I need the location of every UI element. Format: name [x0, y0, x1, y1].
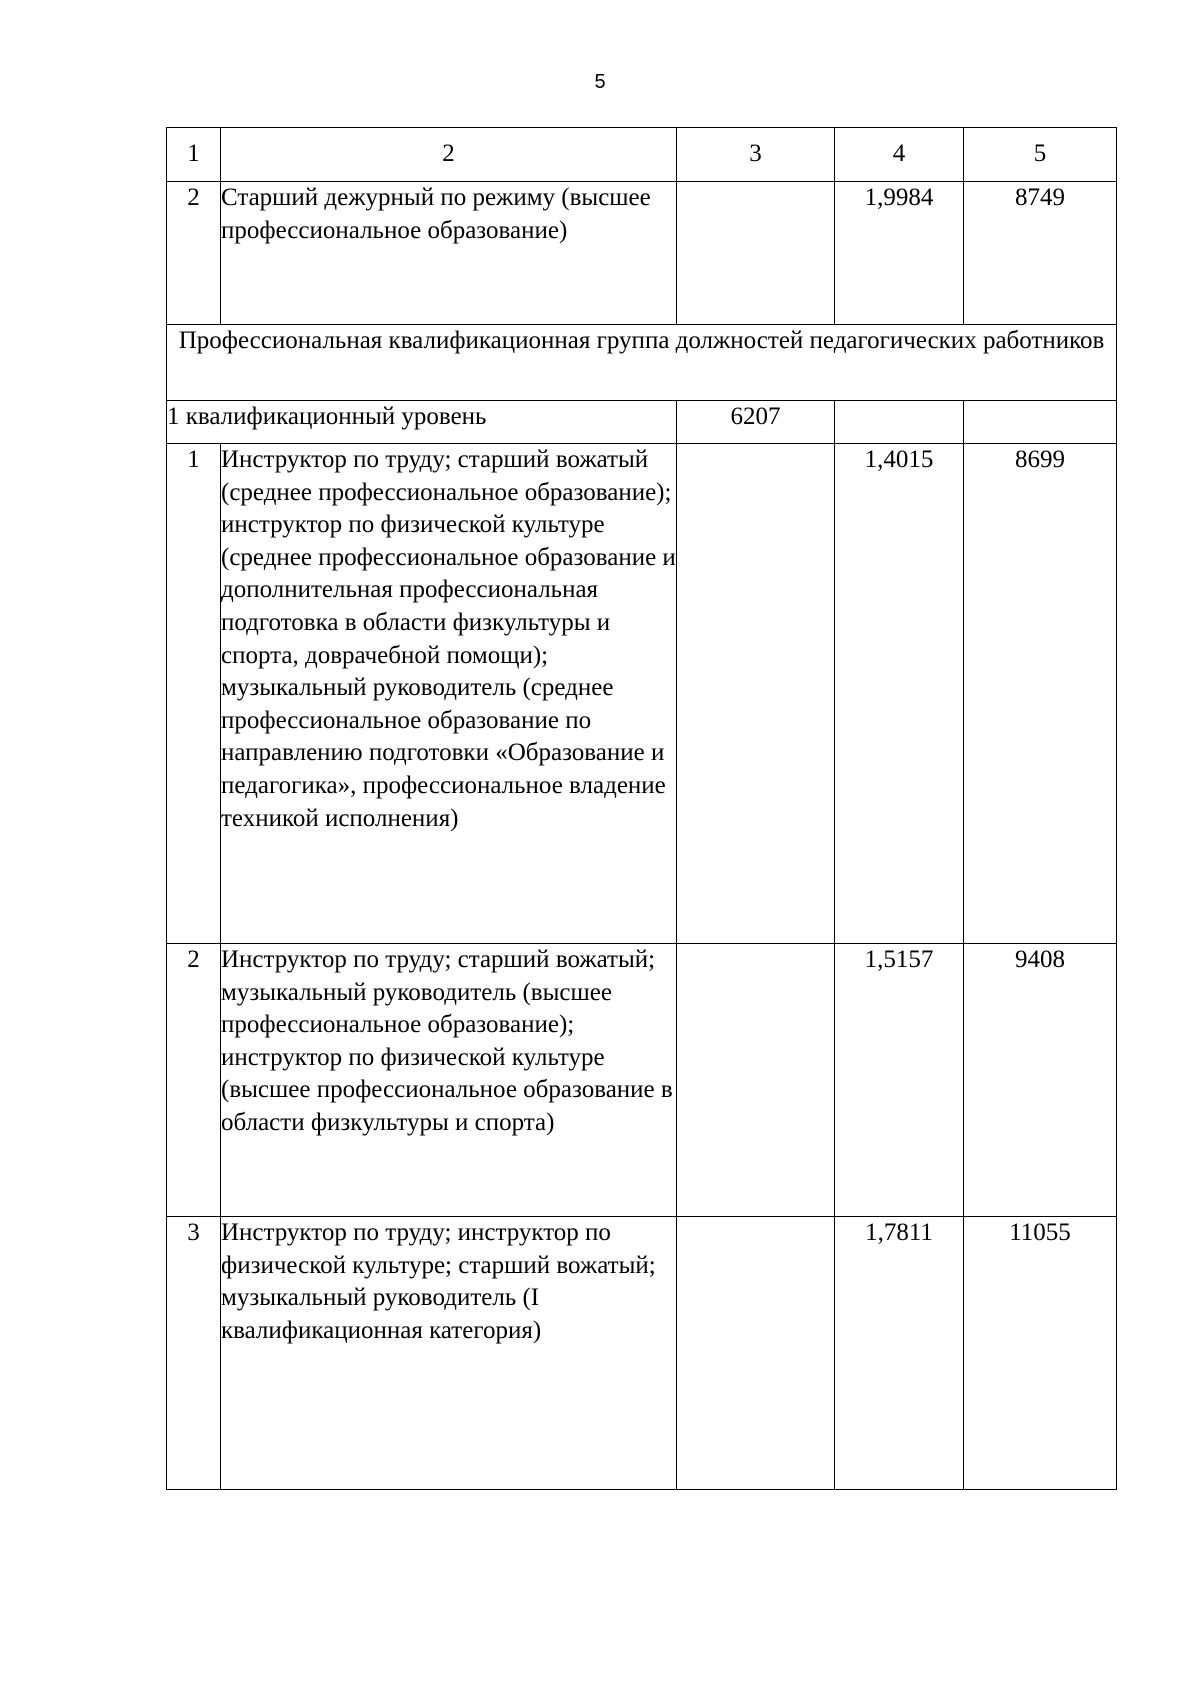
level-label: 1 квалификационный уровень — [167, 401, 677, 444]
salary-cell: 8749 — [964, 182, 1117, 325]
table-row — [167, 182, 1117, 325]
table-row — [167, 1217, 1117, 1490]
header-cell-2: 2 — [221, 128, 677, 182]
table-header-row — [167, 128, 1117, 182]
base-salary-cell — [677, 444, 835, 944]
row-number: 3 — [167, 1217, 221, 1490]
base-salary-cell — [677, 1217, 835, 1490]
header-cell-5: 5 — [964, 128, 1117, 182]
coefficient-cell: 1,7811 — [835, 1217, 964, 1490]
position-name: Инструктор по труду; старший вожатый; музыкальный руководитель (высшее профессиональное образование); инструктор по физической культуре (высшее профессиональное образование в области физкультуры и спорта) — [221, 944, 677, 1217]
group-title: Профессиональная квалификационная группа должностей педагогических работников — [167, 325, 1117, 401]
coefficient-cell: 1,5157 — [835, 944, 964, 1217]
coefficient-cell: 1,9984 — [835, 182, 964, 325]
level-empty-cell-4 — [835, 401, 964, 444]
salary-cell: 9408 — [964, 944, 1117, 1217]
table-row — [167, 944, 1117, 1217]
position-name: Инструктор по труду; инструктор по физической культуре; старший вожатый; музыкальный руководитель (I квалификационная категория) — [221, 1217, 677, 1490]
group-title-row — [167, 325, 1117, 401]
level-empty-cell-5 — [964, 401, 1117, 444]
position-name: Старший дежурный по режиму (высшее профессиональное образование) — [221, 182, 677, 325]
level-row — [167, 401, 1117, 444]
page-number: 5 — [594, 71, 606, 93]
salary-cell: 8699 — [964, 444, 1117, 944]
table-row — [167, 444, 1117, 944]
header-cell-1: 1 — [167, 128, 221, 182]
salary-cell: 11055 — [964, 1217, 1117, 1490]
position-name: Инструктор по труду; старший вожатый (среднее профессиональное образование); инструктор по физической культуре (среднее профессиональное образование и дополнительная профессиональная подготовка в области физкультуры и спорта, доврачебной помощи); музыкальный руководитель (среднее профессиональное образование по направлению подготовки «Образование и педагогика», профессиональное владение техникой исполнения) — [221, 444, 677, 944]
base-salary-cell — [677, 944, 835, 1217]
header-cell-4: 4 — [835, 128, 964, 182]
base-salary-cell — [677, 182, 835, 325]
level-base-salary: 6207 — [677, 401, 835, 444]
coefficient-cell: 1,4015 — [835, 444, 964, 944]
row-number: 2 — [167, 182, 221, 325]
header-cell-3: 3 — [677, 128, 835, 182]
salary-table — [166, 127, 1117, 1490]
row-number: 1 — [167, 444, 221, 944]
row-number: 2 — [167, 944, 221, 1217]
